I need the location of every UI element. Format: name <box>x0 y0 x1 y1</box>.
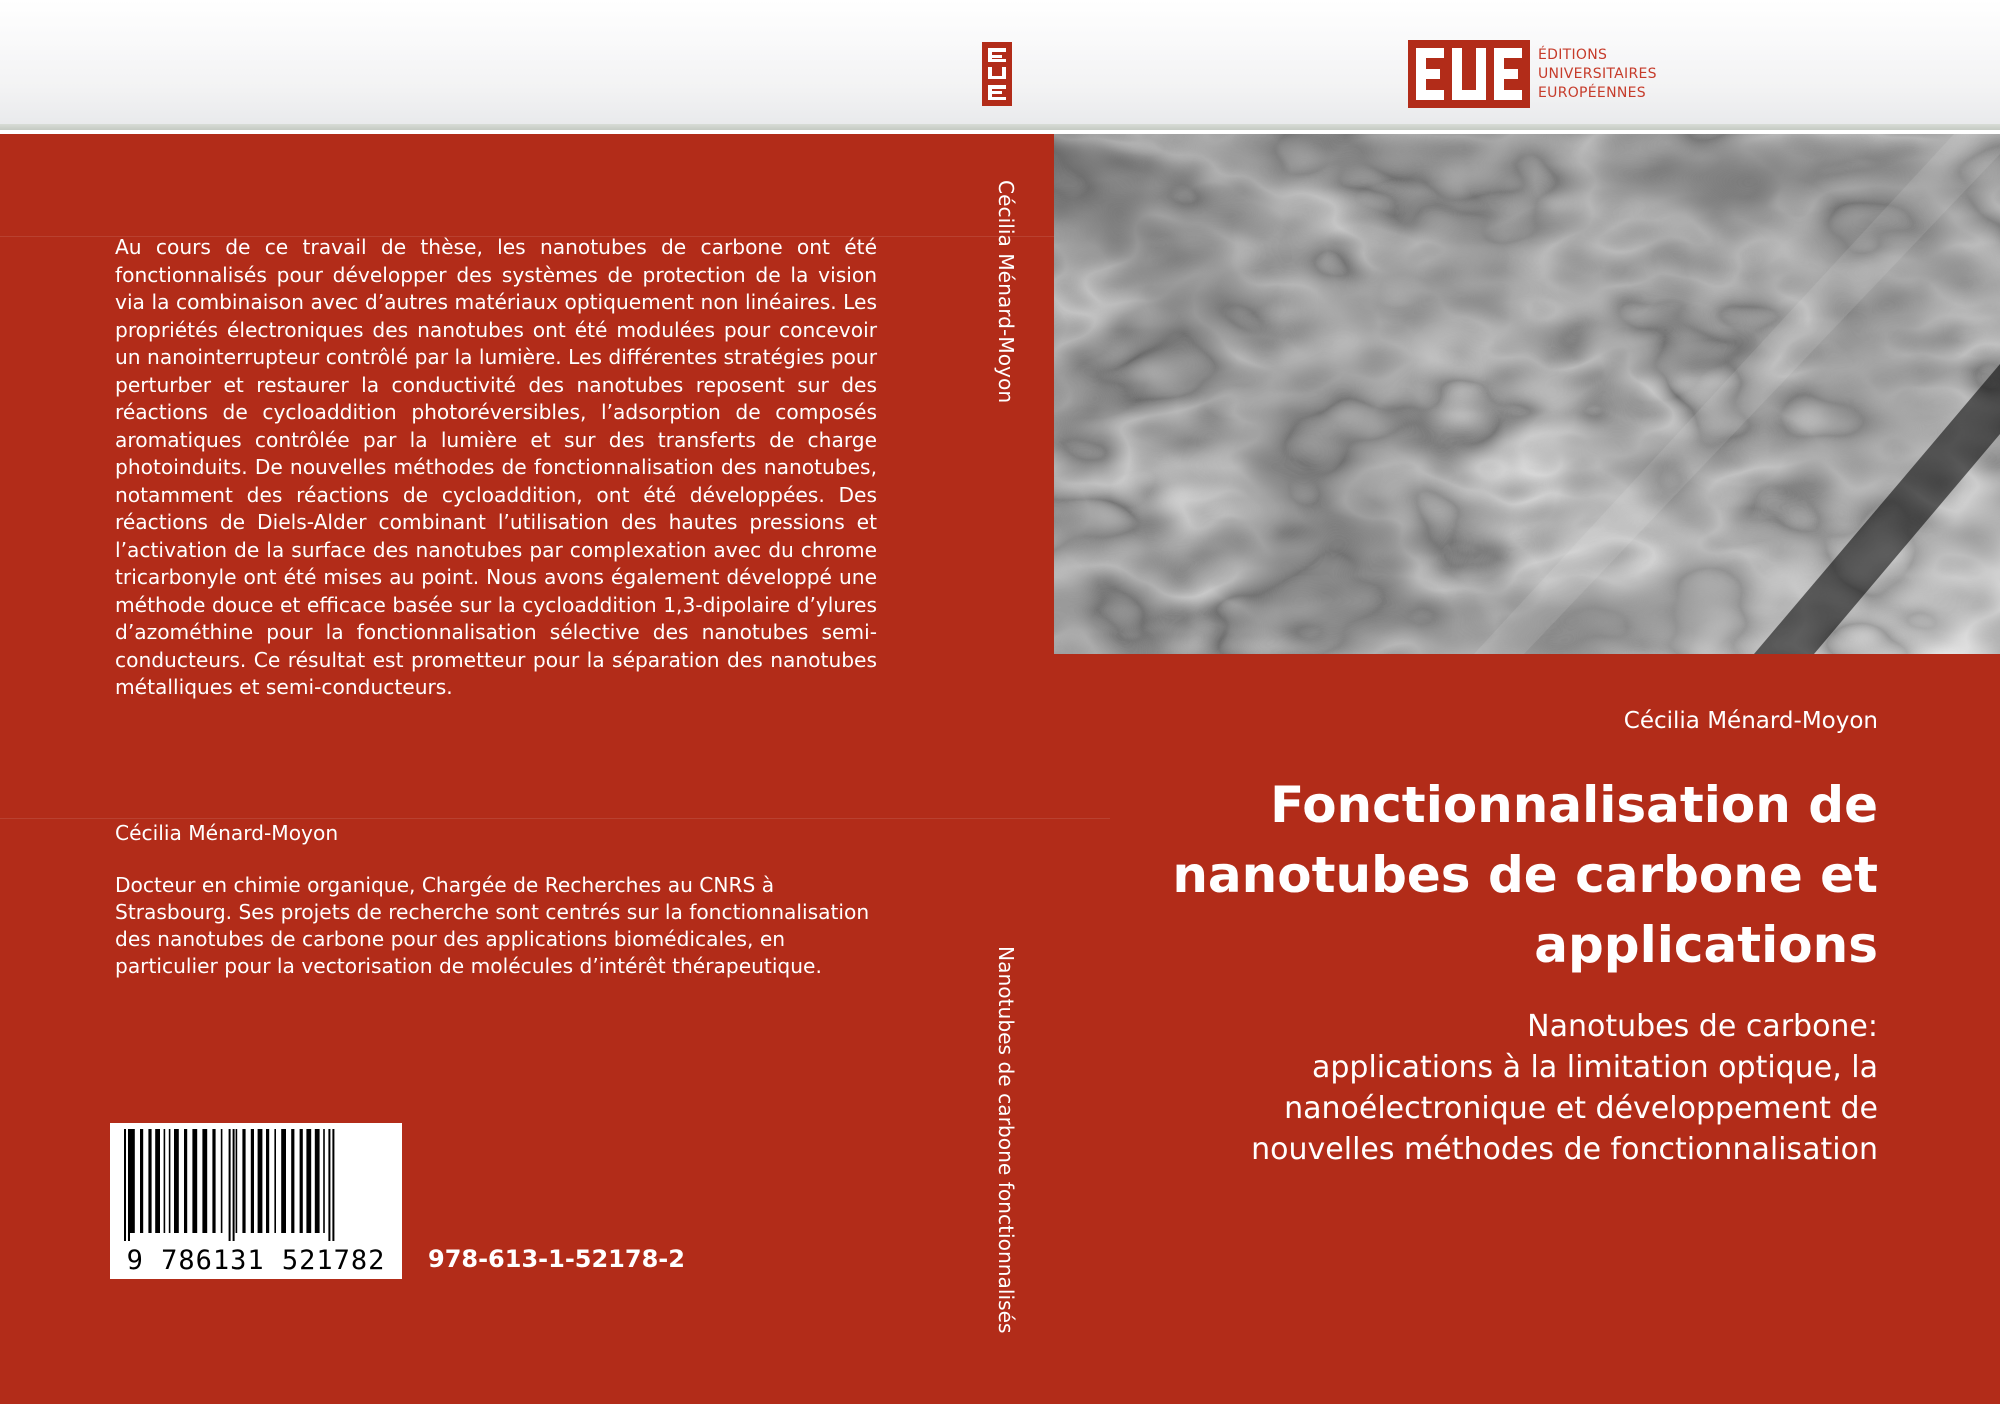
publisher-name-line: EUROPÉENNES <box>1538 85 1646 101</box>
title-line: nanotubes de carbone et <box>1172 846 1878 904</box>
barcode-digits: 9 786131 521782 <box>126 1245 386 1276</box>
front-cover-title <box>1138 770 1878 980</box>
publisher-name <box>1538 46 1657 103</box>
spine-publisher-logo-icon <box>982 42 1012 106</box>
publisher-name-line: ÉDITIONS <box>1538 47 1608 63</box>
subtitle-line: nouvelles méthodes de fonctionnalisation <box>1251 1132 1878 1167</box>
front-cover-author: Cécilia Ménard-Moyon <box>1623 708 1878 734</box>
divider-line <box>0 818 1110 819</box>
barcode-bars-icon <box>110 1123 402 1243</box>
isbn-number: 978-613-1-52178-2 <box>428 1245 685 1273</box>
front-cover-subtitle <box>1118 1006 1878 1170</box>
spine-author: Cécilia Ménard-Moyon <box>994 180 1018 404</box>
spine-title: Nanotubes de carbone fonctionnalisés <box>994 946 1018 1334</box>
publisher-logo-icon <box>1408 40 1530 108</box>
top-banner-divider <box>0 124 2000 130</box>
back-cover-summary: Au cours de ce travail de thèse, les nanotubes de carbone ont été fonctionnalisés pour développer des systèmes de protection de la vision via la combinaison avec d’autres matériaux optiquement non linéaires. Les propriétés électroniques des nanotubes ont été modulées pour concevoir un nanointerrupteur contrôlé par la lumière. Les différentes stratégies pour perturber et restaurer la conductivité des nanotubes reposent sur des réactions de cycloaddition photoréversibles, l’adsorption de composés aromatiques contrôlée par la lumière et sur des transferts de charge photoinduits. De nouvelles méthodes de fonctionnalisation des nanotubes, notamment des réactions de cycloaddition, ont été développées. Des réactions de Diels-Alder combinant l’utilisation des hautes pressions et l’activation de la surface des nanotubes par complexation avec du chrome tricarbonyle ont été mises au point. Nous avons également développé une méthode douce et efficace basée sur la cycloaddition 1,3-dipolaire d’ylures d’azométhine pour la fonctionnalisation sélective des nanotubes semi-conducteurs. Ce résultat est prometteur pour la séparation des nanotubes métalliques et semi-conducteurs. <box>115 235 877 699</box>
publisher-name-line: UNIVERSITAIRES <box>1538 66 1657 82</box>
subtitle-line: nanoélectronique et développement de <box>1284 1091 1878 1126</box>
back-cover-author-bio: Docteur en chimie organique, Chargée de Recherches au CNRS à Strasbourg. Ses projets de recherche sont centrés sur la fonctionnalisation des nanotubes de carbone pour des applications biomédicales, en particulier pour la vectorisation de molécules d’intérêt thérapeutique. <box>115 873 870 978</box>
back-cover-author-name: Cécilia Ménard-Moyon <box>115 821 339 845</box>
title-line: Fonctionnalisation de <box>1270 776 1878 834</box>
title-line: applications <box>1534 916 1878 974</box>
subtitle-line: applications à la limitation optique, la <box>1311 1050 1878 1085</box>
barcode <box>110 1123 402 1279</box>
subtitle-line: Nanotubes de carbone: <box>1527 1009 1878 1044</box>
abstract-wave-image <box>1054 134 2000 654</box>
